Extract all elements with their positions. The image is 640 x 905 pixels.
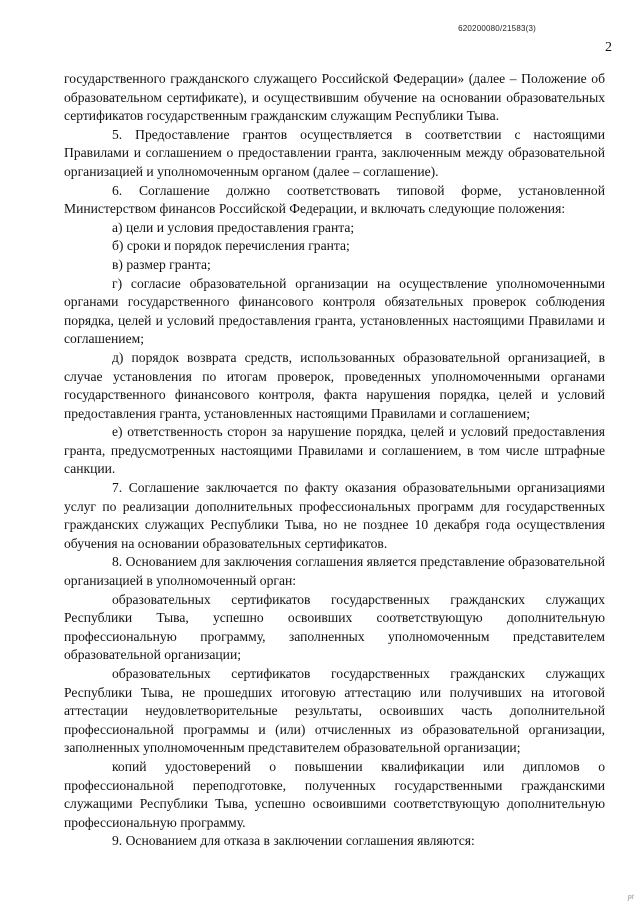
paragraph-6-item-d: г) согласие образовательной организации на осуществление уполномоченными органами государственного финансового контроля обязательных проверок соблюдения порядка, целей и условий предоставления гранта, установленных настоящими Правилами и соглашением;: [64, 275, 605, 347]
document-code: 620200080/21583(3): [458, 24, 536, 33]
paragraph-8-item-1: образовательных сертификатов государственных гражданских служащих Республики Тыва, успешно освоивших соответствующую дополнительную профессиональную программу, заполненных уполномоченным представителем образовательной организации;: [64, 591, 605, 663]
paragraph-6: 6. Соглашение должно соответствовать типовой форме, установленной Министерством финансов Российской Федерации, и включать следующие положения:: [64, 182, 605, 217]
paragraph-9: 9. Основанием для отказа в заключении соглашения являются:: [112, 833, 475, 849]
paragraph-6-item-c: в) размер гранта;: [112, 256, 211, 272]
paragraph-6-item-a: а) цели и условия предоставления гранта;: [112, 219, 355, 235]
paragraph-5: 5. Предоставление грантов осуществляется в соответствии с настоящими Правилами и соглашением о предоставлении гранта, заключенным между образовательной организацией и уполномоченным органом (далее – соглашение).: [64, 126, 605, 179]
paragraph-6-item-f: е) ответственность сторон за нарушение порядка, целей и условий предоставления гранта, предусмотренных настоящими Правилами и соглашением, в том числе штрафные санкции.: [64, 424, 605, 477]
paragraph-8-item-2: образовательных сертификатов государственных гражданских служащих Республики Тыва, не прошедших итоговую аттестацию или получивших на итоговой аттестации неудовлетворительные результаты, освоивших часть дополнительной профессиональной программы и (или) отчисленных из образовательной организации, заполненных уполномоченным представителем образовательной организации;: [64, 666, 605, 756]
paragraph-7: 7. Соглашение заключается по факту оказания образовательными организациями услуг по реализации дополнительных профессиональных программ для государственных гражданских служащих Республики Тыва, но не позднее 10 декабря года осуществления обучения на основании образовательных сертификатов.: [64, 480, 605, 551]
page-number: 2: [605, 40, 612, 55]
scan-mark: ᵽt: [627, 892, 634, 901]
document-body: [64, 70, 605, 851]
paragraph-8-item-3: копий удостоверений о повышении квалификации или дипломов о профессиональной переподготовке, полученных государственными гражданскими служащими Республики Тыва, успешно освоившими соответствующую дополнительную профессиональную программу.: [64, 758, 605, 830]
paragraph-8: 8. Основанием для заключения соглашения является представление образовательной организацией в уполномоченный орган:: [64, 554, 605, 589]
paragraph-6-item-b: б) сроки и порядок перечисления гранта;: [112, 238, 350, 254]
paragraph-continuation: государственного гражданского служащего Российской Федерации» (далее – Положение об образовательном сертификате), и осуществившим обучение на основании образовательных сертификатов государственным гражданским служащим Республики Тыва.: [64, 71, 605, 124]
paragraph-6-item-e: д) порядок возврата средств, использованных образовательной организацией, в случае установления по итогам проверок, проведенных уполномоченными органами государственного финансового контроля, факта нарушения порядка, целей и условий предоставления гранта, установленных настоящими Правилами и соглашением;: [64, 349, 605, 421]
